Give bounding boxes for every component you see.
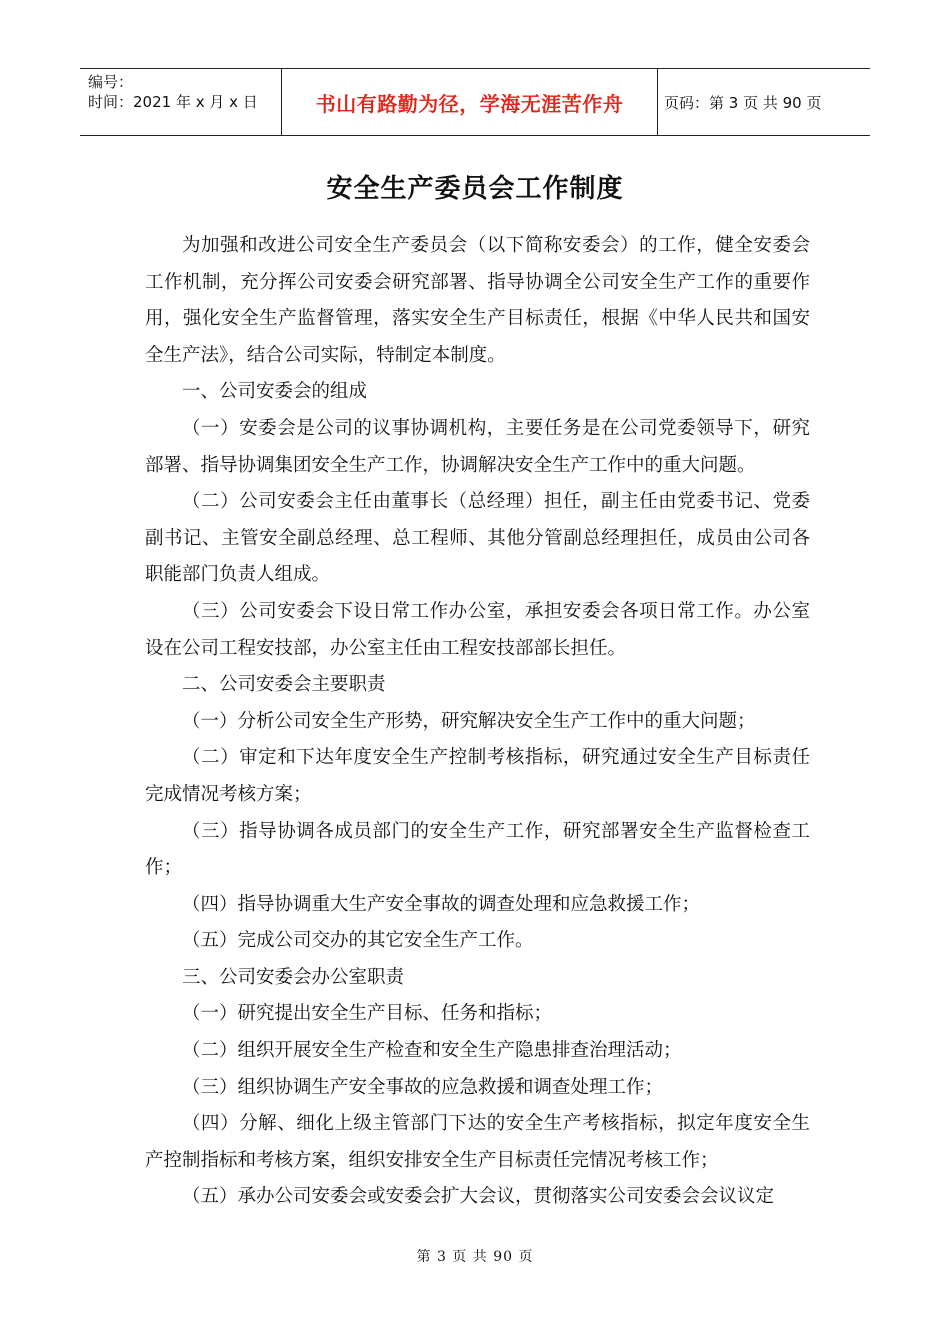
paragraph: （四）指导协调重大生产安全事故的调查处理和应急救援工作； <box>182 893 701 915</box>
document-title: 安全生产委员会工作制度 <box>326 174 624 204</box>
paragraph: （二）公司安委会主任由董事长（总经理）担任，副主任由党委书记、党委副书记、主管安全副总经理、总工程师、其他分管副总经理担任，成员由公司各职能部门负责人组成。 <box>145 491 810 586</box>
page-header <box>80 68 870 136</box>
paragraph: 为加强和改进公司安全生产委员会（以下简称安委会）的工作，健全安委会工作机制，充分挥公司安委会研究部署、指导协调全公司安全生产工作的重要作用，强化安全生产监督管理，落实安全生产目标责任，根据《中华人民共和国安全生产法》，结合公司实际，特制定本制度。 <box>145 235 810 366</box>
header-meta-cell <box>80 69 282 135</box>
paragraph: （二）审定和下达年度安全生产控制考核指标，研究通过安全生产目标责任完成情况考核方案； <box>145 747 810 805</box>
paragraph: （四）分解、细化上级主管部门下达的安全生产考核指标，拟定年度安全生产控制指标和考核方案，组织安排安全生产目标责任完情况考核工作； <box>145 1113 810 1171</box>
paragraph: （一）研究提出安全生产目标、任务和指标； <box>182 1003 553 1025</box>
paragraph: （五）承办公司安委会或安委会扩大会议，贯彻落实公司安委会会议议定 <box>182 1186 775 1208</box>
paragraph: （三）指导协调各成员部门的安全生产工作，研究部署安全生产监督检查工作； <box>145 820 810 879</box>
paragraph: （一）安委会是公司的议事协调机构，主要任务是在公司党委领导下，研究部署、指导协调集团安全生产工作，协调解决安全生产工作中的重大问题。 <box>145 417 810 476</box>
page-info-cell <box>658 69 870 135</box>
motto-cell <box>282 69 658 135</box>
paragraph: （五）完成公司交办的其它安全生产工作。 <box>182 930 534 952</box>
page-footer: 第 3 页 共 90 页 <box>416 1249 534 1265</box>
serial-number-label: 编号： <box>88 73 134 91</box>
section-heading: 二、公司安委会主要职责 <box>182 674 386 696</box>
paragraph: （二）组织开展安全生产检查和安全生产隐患排查治理活动； <box>182 1040 682 1062</box>
section-heading: 三、公司安委会办公室职责 <box>182 966 405 988</box>
section-heading: 一、公司安委会的组成 <box>182 381 368 403</box>
document-body <box>145 228 810 1216</box>
page-info-text: 页码：第 3 页 共 90 页 <box>664 93 822 112</box>
motto-text: 书山有路勤为径，学海无涯苦作舟 <box>315 91 624 116</box>
paragraph: （一）分析公司安全生产形势，研究解决安全生产工作中的重大问题； <box>182 710 756 732</box>
date-label: 时间：2021 年 x 月 x 日 <box>88 93 258 111</box>
paragraph: （三）组织协调生产安全事故的应急救援和调查处理工作； <box>182 1076 664 1098</box>
paragraph: （三）公司安委会下设日常工作办公室，承担安委会各项日常工作。办公室设在公司工程安技部，办公室主任由工程安技部部长担任。 <box>145 600 810 659</box>
